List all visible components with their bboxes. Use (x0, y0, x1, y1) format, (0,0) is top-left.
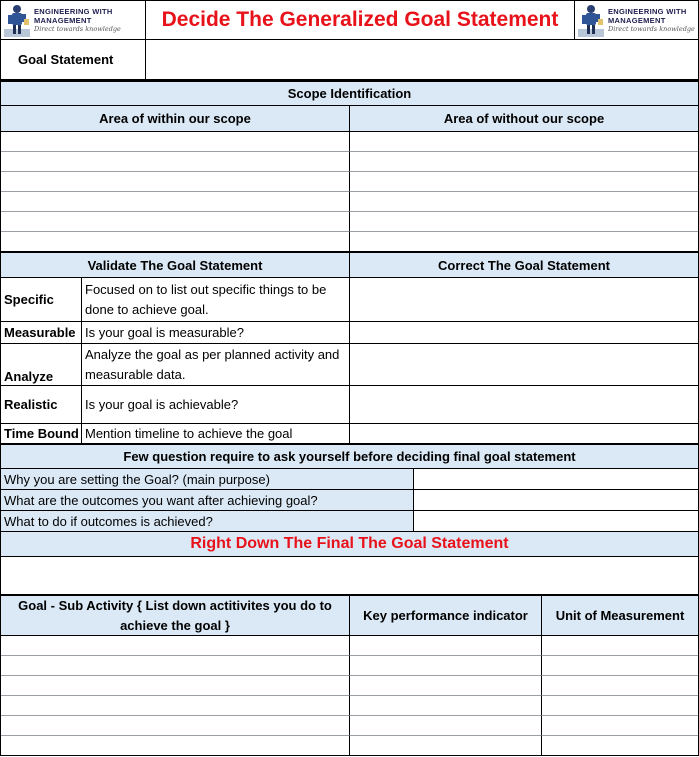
criteria-description: Is your goal is measurable? (82, 322, 350, 344)
scope-without-header: Area of without our scope (350, 106, 698, 132)
criteria-description: Focused on to list out specific things to be done to achieve goal. (82, 278, 350, 322)
logo-line2: MANAGEMENT (608, 15, 666, 25)
scope-cell[interactable] (350, 232, 698, 252)
scope-row (0, 232, 699, 252)
scope-header-row (0, 106, 699, 132)
question-text: What to do if outcomes is achieved? (1, 511, 414, 532)
kpi-header: Key performance indicator (350, 596, 542, 636)
subactivity-row (0, 696, 699, 716)
logo-tagline: Direct towards knowledge (34, 24, 121, 33)
subactivity-cell[interactable] (1, 696, 350, 716)
scope-cell[interactable] (1, 152, 350, 172)
subactivity-cell[interactable] (542, 696, 698, 716)
scope-row (0, 152, 699, 172)
engineer-logo-icon (578, 3, 604, 37)
subactivity-cell[interactable] (542, 716, 698, 736)
subactivity-cell[interactable] (350, 636, 542, 656)
question-answer-input[interactable] (414, 511, 698, 532)
question-text: What are the outcomes you want after achieving goal? (1, 490, 414, 511)
criteria-name: Specific (1, 278, 82, 322)
subactivity-cell[interactable] (542, 736, 698, 756)
goal-statement-input[interactable] (146, 40, 698, 80)
criteria-row-timebound (0, 424, 699, 444)
final-statement-input[interactable] (1, 557, 698, 595)
criteria-correct-input[interactable] (350, 278, 698, 322)
subactivity-row (0, 716, 699, 736)
scope-cell[interactable] (350, 192, 698, 212)
criteria-correct-input[interactable] (350, 322, 698, 344)
question-row (0, 490, 699, 511)
question-text: Why you are setting the Goal? (main purpose) (1, 469, 414, 490)
criteria-row-measurable (0, 322, 699, 344)
scope-row (0, 172, 699, 192)
criteria-row-analyze (0, 344, 699, 386)
final-statement-row (0, 557, 699, 595)
scope-cell[interactable] (1, 192, 350, 212)
question-answer-input[interactable] (414, 490, 698, 511)
subactivity-cell[interactable] (1, 656, 350, 676)
subactivity-cell[interactable] (1, 676, 350, 696)
subactivity-header-row (0, 595, 699, 636)
page-title-cell (146, 1, 575, 40)
questions-title: Few question require to ask yourself before deciding final goal statement (1, 445, 698, 469)
logo-right (575, 1, 698, 40)
scope-row (0, 132, 699, 152)
goal-statement-row (0, 40, 699, 80)
subactivity-cell[interactable] (350, 716, 542, 736)
criteria-name: Realistic (1, 386, 82, 424)
question-row (0, 511, 699, 532)
validate-header-row (0, 252, 699, 278)
subactivity-cell[interactable] (350, 696, 542, 716)
scope-title-row (0, 80, 699, 106)
criteria-description: Analyze the goal as per planned activity and measurable data. (82, 344, 350, 386)
scope-row (0, 192, 699, 212)
final-title: Right Down The Final The Goal Statement (190, 535, 509, 552)
subactivity-cell[interactable] (542, 636, 698, 656)
uom-header: Unit of Measurement (542, 596, 698, 636)
scope-cell[interactable] (350, 132, 698, 152)
subactivity-cell[interactable] (542, 676, 698, 696)
correct-header: Correct The Goal Statement (350, 253, 698, 278)
subactivity-cell[interactable] (542, 656, 698, 676)
criteria-correct-input[interactable] (350, 344, 698, 386)
subactivity-cell[interactable] (1, 716, 350, 736)
criteria-row-realistic (0, 386, 699, 424)
final-title-row (0, 532, 699, 557)
subactivity-header: Goal - Sub Activity { List down actitivites you do to achieve the goal } (1, 596, 350, 636)
criteria-name: Time Bound (1, 424, 82, 444)
subactivity-row (0, 736, 699, 756)
goal-statement-label: Goal Statement (1, 40, 146, 80)
page-title: Decide The Generalized Goal Statement (161, 8, 559, 31)
title-row (0, 0, 699, 40)
final-title-cell (1, 532, 698, 557)
engineer-logo-icon (4, 3, 30, 37)
validate-header: Validate The Goal Statement (1, 253, 350, 278)
scope-cell[interactable] (350, 172, 698, 192)
scope-cell[interactable] (1, 172, 350, 192)
logo-tagline: Direct towards knowledge (608, 24, 695, 33)
logo-line1: ENGINEERING WITH (34, 6, 113, 16)
logo-left (1, 1, 146, 40)
scope-title: Scope Identification (1, 82, 698, 106)
subactivity-cell[interactable] (350, 736, 542, 756)
scope-cell[interactable] (1, 232, 350, 252)
subactivity-cell[interactable] (350, 676, 542, 696)
subactivity-row (0, 656, 699, 676)
questions-title-row (0, 444, 699, 469)
logo-line2: MANAGEMENT (34, 15, 92, 25)
subactivity-row (0, 676, 699, 696)
scope-cell[interactable] (350, 152, 698, 172)
subactivity-cell[interactable] (350, 656, 542, 676)
criteria-description: Is your goal is achievable? (82, 386, 350, 424)
scope-within-header: Area of within our scope (1, 106, 350, 132)
criteria-correct-input[interactable] (350, 424, 698, 444)
criteria-row-specific (0, 278, 699, 322)
subactivity-cell[interactable] (1, 736, 350, 756)
scope-cell[interactable] (1, 212, 350, 232)
scope-cell[interactable] (350, 212, 698, 232)
question-row (0, 469, 699, 490)
criteria-description: Mention timeline to achieve the goal (82, 424, 350, 444)
scope-row (0, 212, 699, 232)
criteria-name: Measurable (1, 322, 82, 344)
criteria-name: Analyze (1, 344, 82, 386)
subactivity-cell[interactable] (1, 636, 350, 656)
subactivity-row (0, 636, 699, 656)
scope-cell[interactable] (1, 132, 350, 152)
logo-line1: ENGINEERING WITH (608, 6, 687, 16)
question-answer-input[interactable] (414, 469, 698, 490)
criteria-correct-input[interactable] (350, 386, 698, 424)
